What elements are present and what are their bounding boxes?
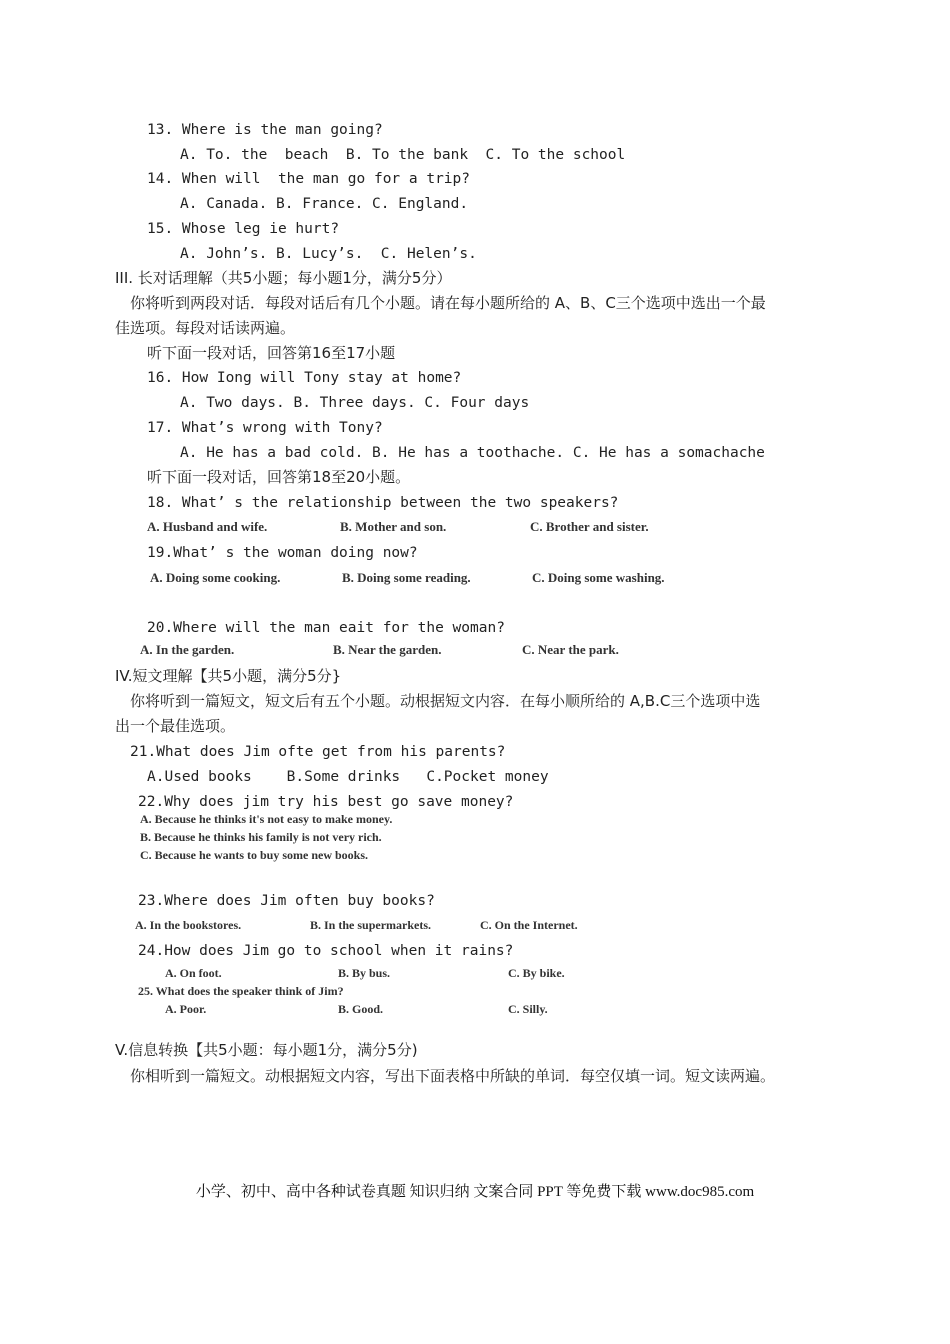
q17-question: 17. What’s wrong with Tony? [147, 420, 383, 436]
q23-option-b: B. In the supermarkets. [310, 918, 432, 932]
q18-option-c: C. Brother and sister. [530, 519, 649, 534]
q16-question: 16. How Iong will Tony stay at home? [147, 370, 462, 386]
q25-option-b: B. Good. [338, 1002, 384, 1016]
q18-option-a: A. Husband and wife. [147, 519, 268, 534]
q20-option-b: B. Near the garden. [333, 642, 442, 657]
q24-option-c: C. By bike. [508, 966, 565, 980]
q22-option-b: B. Because he thinks his family is not very rich. [140, 830, 382, 844]
q19-option-c: C. Doing some washing. [532, 570, 665, 585]
section5-instruction: 你相听到一篇短文。动根据短文内容，写出下面表格中所缺的单词．每空仅填一词。短文读两遍。 [130, 1067, 776, 1085]
q20-question: 20.Where will the man eait for the woman? [147, 620, 505, 636]
q20-option-c: C. Near the park. [522, 642, 619, 657]
q24-option-a: A. On foot. [165, 966, 222, 980]
dialog1-prompt: 听下面一段对话，回答第16至17小题 [147, 344, 396, 362]
q13-question: 13. Where is the man going? [147, 122, 383, 138]
q14-options: A. Canada. B. France. C. England. [180, 196, 469, 212]
q16-options: A. Two days. B. Three days. C. Four days [180, 395, 530, 411]
section4-instruction-2: 出一个最佳选项。 [115, 717, 236, 735]
q24-question: 24.How does Jim go to school when it rains? [138, 943, 514, 959]
q19-option-a: A. Doing some cooking. [150, 570, 281, 585]
q15-question: 15. Whose leg ie hurt? [147, 221, 340, 237]
q20-option-a: A. In the garden. [140, 642, 235, 657]
q21-question: 21.What does Jim ofte get from his parents? [130, 744, 506, 760]
section4-title: IV.短文理解【共5小题，满分5分} [115, 667, 342, 685]
q24-option-b: B. By bus. [338, 966, 391, 980]
q18-question: 18. What’ s the relationship between the two speakers? [147, 495, 619, 511]
q13-options: A. To. the beach B. To the bank C. To the school [180, 147, 626, 163]
section4-instruction-1: 你将听到一篇短文，短文后有五个小题。动根据短文内容．在每小顺所给的 A,B.C三个选项中选 [130, 692, 761, 710]
section3-title: III. 长对话理解（共5小题；每小题1分，满分5分） [115, 269, 452, 287]
dialog2-prompt: 听下面一段对话，回答第18至20小题。 [147, 468, 411, 486]
q21-options: A.Used books B.Some drinks C.Pocket money [147, 769, 549, 785]
q23-question: 23.Where does Jim often buy books? [138, 893, 435, 909]
q22-option-c: C. Because he wants to buy some new books. [140, 848, 369, 862]
q14-question: 14. When will the man go for a trip? [147, 171, 471, 187]
q19-question: 19.What’ s the woman doing now? [147, 545, 418, 561]
q15-options: A. John’s. B. Lucy’s. C. Helen’s. [180, 246, 477, 262]
q18-option-b: B. Mother and son. [340, 519, 447, 534]
section3-instruction-1: 你将听到两段对话．每段对话后有几个小题。请在每小题所给的 A、B、C三个选项中选出一个最 [130, 294, 766, 312]
q22-option-a: A. Because he thinks it's not easy to make money. [140, 812, 393, 826]
q25-option-a: A. Poor. [165, 1002, 207, 1016]
section5-title: V.信息转换【共5小题：每小题1分，满分5分) [115, 1041, 418, 1059]
page-footer: 小学、初中、高中各种试卷真题 知识归纳 文案合同 PPT 等免费下载 www.doc985.com [195, 1184, 755, 1200]
q17-options: A. He has a bad cold. B. He has a toothache. C. He has a somachache [180, 445, 765, 461]
q19-option-b: B. Doing some reading. [342, 570, 471, 585]
q25-option-c: C. Silly. [508, 1002, 548, 1016]
q23-option-c: C. On the Internet. [480, 918, 578, 932]
section3-instruction-2: 佳选项。每段对话读两遍。 [115, 319, 296, 337]
q25-question: 25. What does the speaker think of Jim? [138, 984, 344, 998]
q22-question: 22.Why does jim try his best go save money? [138, 794, 514, 810]
q23-option-a: A. In the bookstores. [135, 918, 242, 932]
